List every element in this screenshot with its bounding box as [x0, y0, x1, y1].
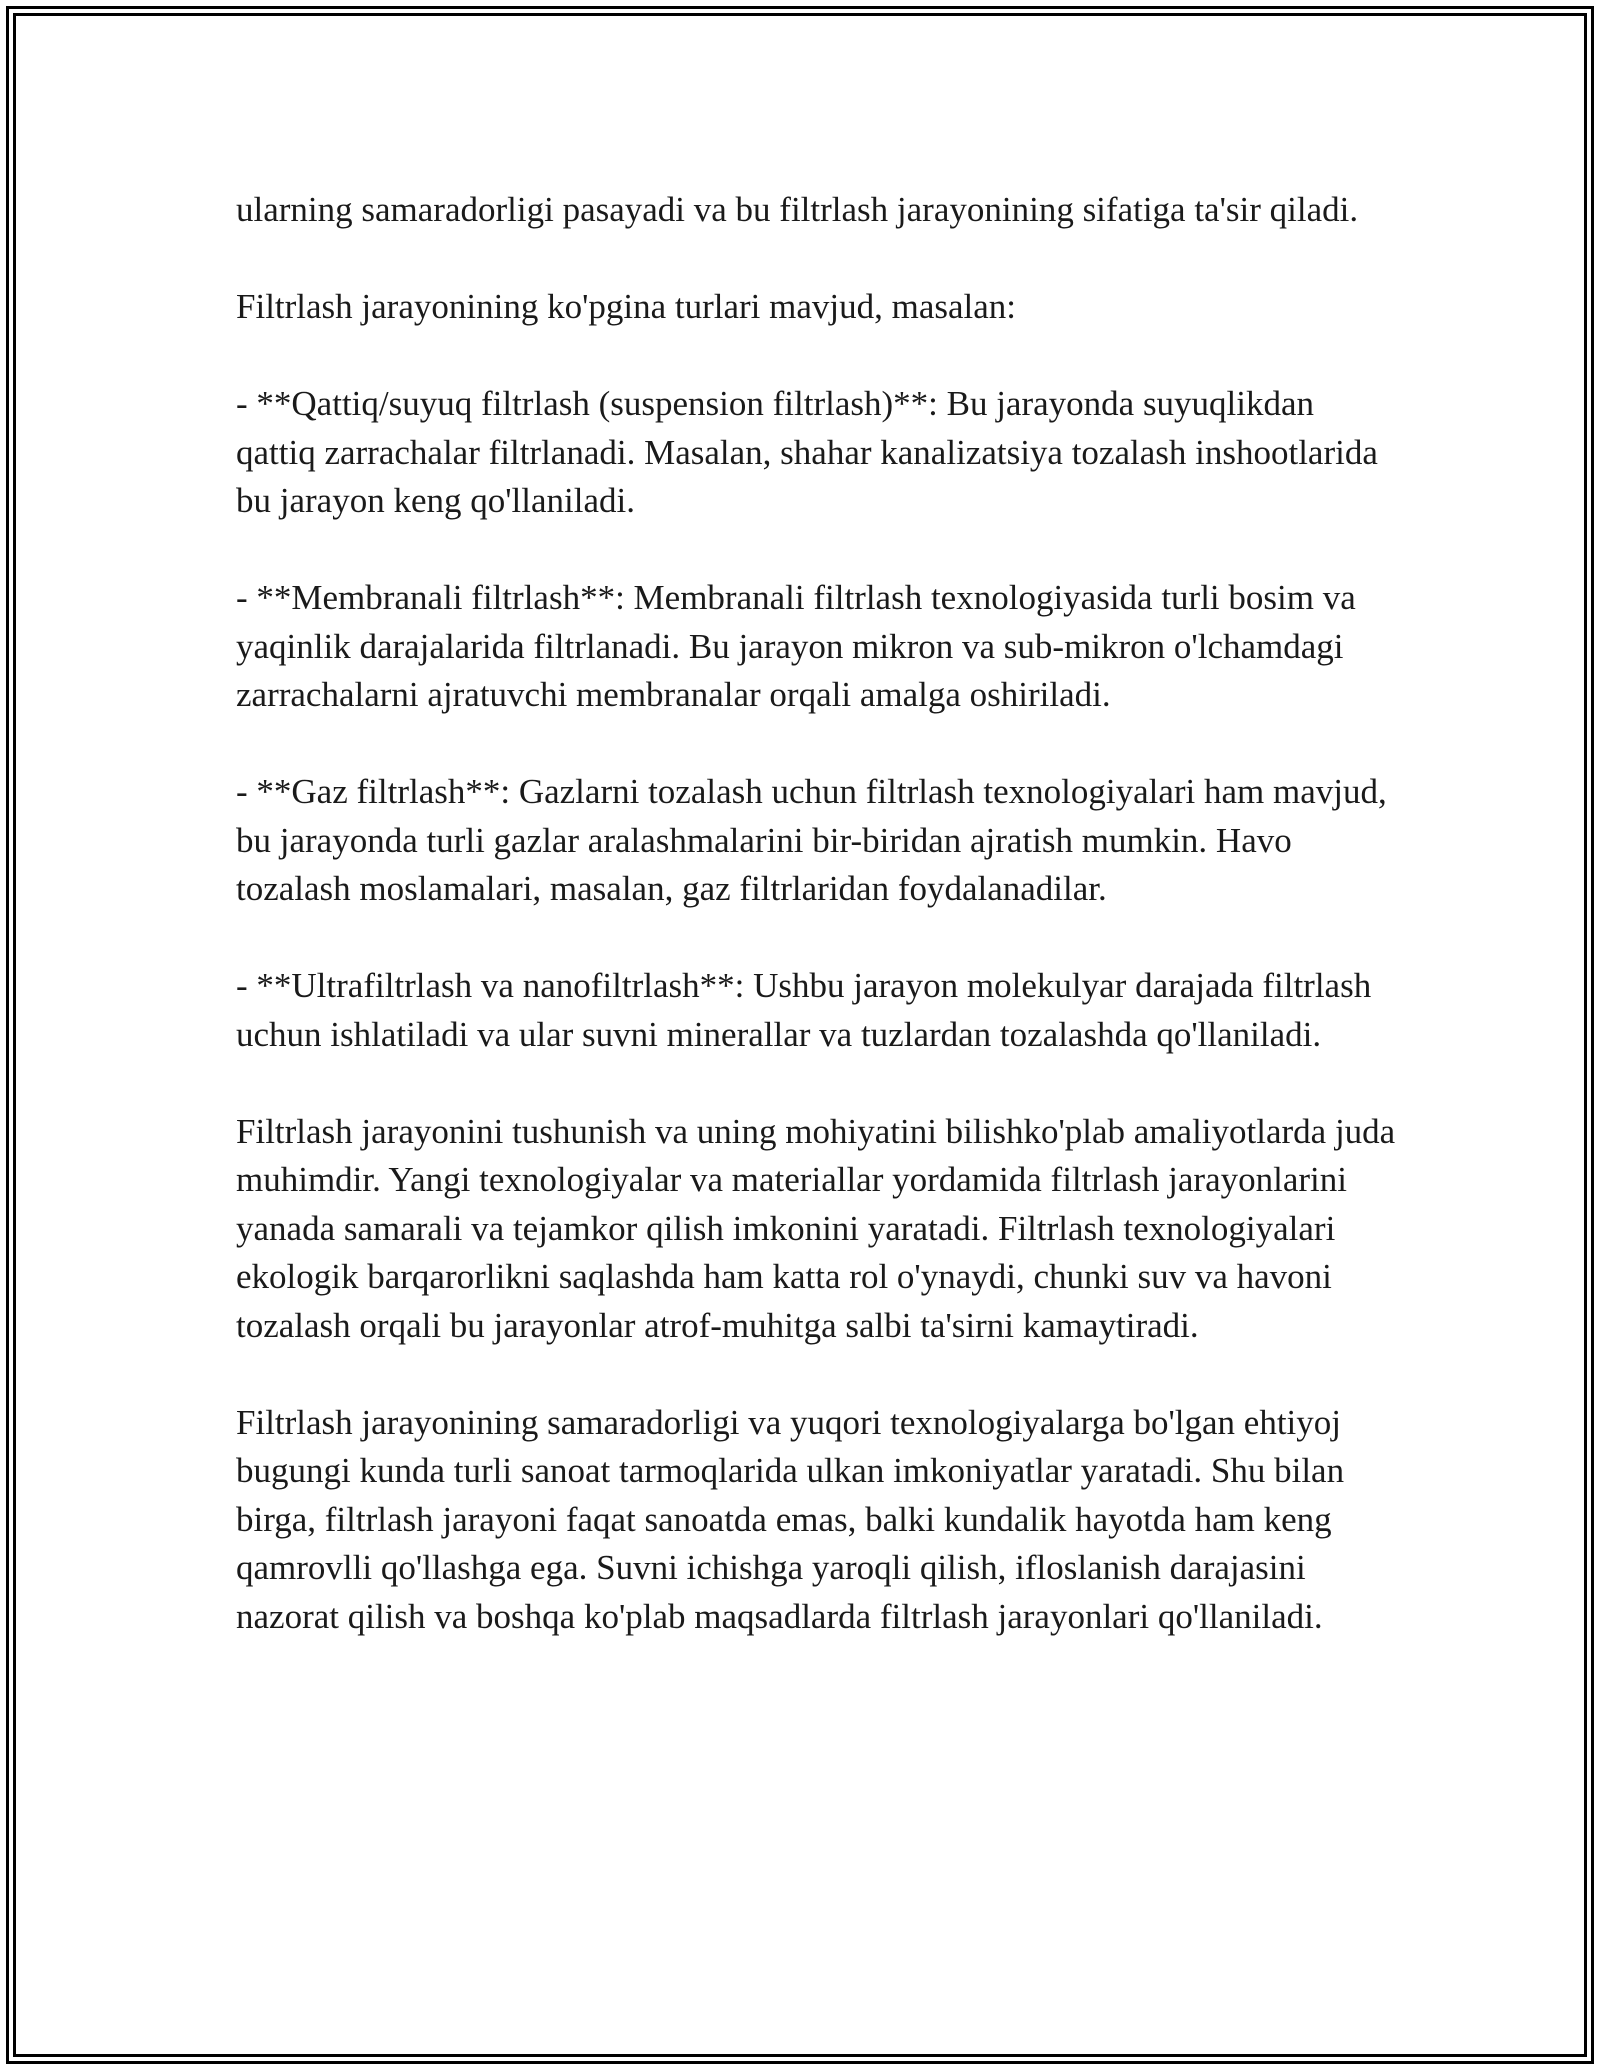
list-item-gas-filtration: - **Gaz filtrlash**: Gazlarni tozalash uchun filtrlash texnologiyalari ham mavjud, bu jarayonda turli gazlar aralashmalarini bir-biridan ajratish mumkin. Havo tozalash moslamalari, masalan, gaz filtrlaridan foydalanadilar.: [236, 772, 1387, 908]
list-item-ultra-nano-filtration: - **Ultrafiltrlash va nanofiltrlash**: Ushbu jarayon molekulyar darajada filtrlash uchun ishlatiladi va ular suvni minerallar va tuzlardan tozalashda qo'llaniladi.: [236, 966, 1372, 1054]
list-item-membrane-filtration: - **Membranali filtrlash**: Membranali filtrlash texnologiyasida turli bosim va yaqinlik darajalarida filtrlanadi. Bu jarayon mikron va sub-mikron o'lchamdagi zarrachalarni ajratuvchi membranalar orqali amalga oshiriladi.: [236, 578, 1356, 714]
list-item-solid-liquid-filtration: - **Qattiq/suyuq filtrlash (suspension filtrlash)**: Bu jarayonda suyuqlikdan qattiq zarrachalar filtrlanadi. Masalan, shahar kanalizatsiya tozalash inshootlarida bu jarayon keng qo'llaniladi.: [236, 384, 1378, 520]
paragraph-importance: Filtrlash jarayonini tushunish va uning mohiyatini bilishko'plab amaliyotlarda juda muhimdir. Yangi texnologiyalar va materiallar yordamida filtrlash jarayonlarini yanada samarali va tejamkor qilish imkonini yaratadi. Filtrlash texnologiyalari ekologik barqarorlikni saqlashda ham katta rol o'ynaydi, chunki suv va havoni tozalash orqali bu jarayonlar atrof-muhitga salbi ta'sirni kamaytiradi.: [236, 1111, 1396, 1345]
paragraph-conclusion: Filtrlash jarayonining samaradorligi va yuqori texnologiyalarga bo'lgan ehtiyoj bugungi kunda turli sanoat tarmoqlarida ulkan imkoniyatlar yaratadi. Shu bilan birga, filtrlash jarayoni faqat sanoatda emas, balki kundalik hayotda ham keng qamrovlli qo'llashga ega. Suvni ichishga yaroqli qilish, ifloslanish darajasini nazorat qilish va boshqa ko'plab maqsadlarda filtrlash jarayonlari qo'llaniladi.: [236, 1402, 1345, 1636]
document-body: [236, 186, 1396, 1690]
paragraph-continuation: ularning samaradorligi pasayadi va bu filtrlash jarayonining sifatiga ta'sir qiladi.: [236, 190, 1359, 229]
paragraph-filtration-types-intro: Filtrlash jarayonining ko'pgina turlari mavjud, masalan:: [236, 287, 1017, 326]
